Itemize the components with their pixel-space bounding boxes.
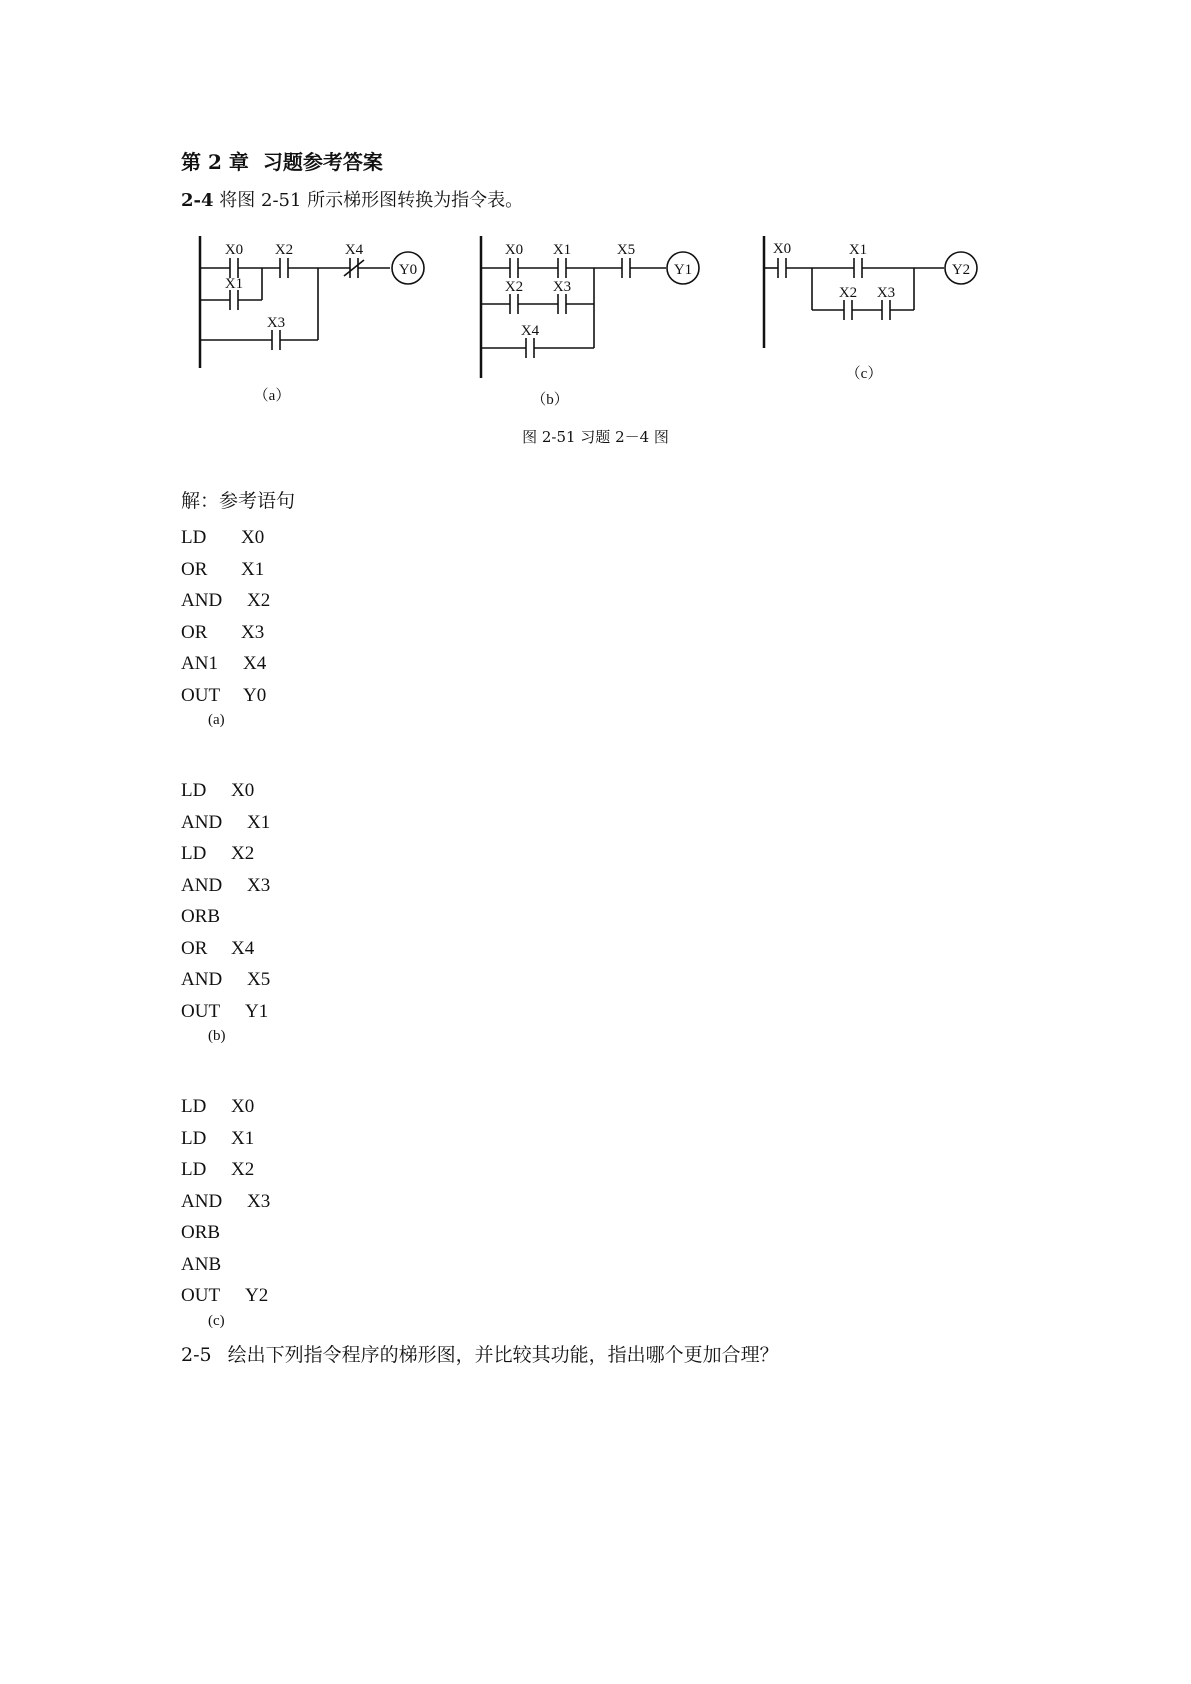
- contact-label: X2: [838, 285, 858, 301]
- contact-label: X2: [504, 279, 524, 295]
- question-2-5: [181, 1340, 779, 1367]
- instruction-line: [181, 775, 270, 807]
- opcode: OR: [181, 558, 208, 580]
- opcode: AND: [181, 811, 223, 833]
- instruction-line: [181, 933, 270, 965]
- instruction-line: [181, 1091, 270, 1123]
- operand: X2: [247, 590, 271, 611]
- ladder-diagrams-figure: [180, 236, 1000, 416]
- operand: X1: [241, 558, 265, 580]
- operand: X5: [247, 969, 271, 990]
- instruction-line: [181, 554, 270, 586]
- opcode: ORB: [181, 906, 221, 927]
- instruction-line: [181, 648, 270, 680]
- operand: X3: [241, 621, 265, 643]
- opcode: ANB: [181, 1253, 222, 1275]
- instruction-line: [181, 1280, 270, 1312]
- opcode: OR: [181, 621, 208, 643]
- instruction-line: [181, 964, 270, 996]
- operand: X3: [247, 874, 271, 896]
- contact-label: X1: [552, 242, 572, 258]
- question-text: 绘出下列指令程序的梯形图，并比较其功能，指出哪个更加合理？: [227, 1344, 779, 1366]
- opcode: AND: [181, 1190, 223, 1212]
- contact-label: X4: [520, 323, 540, 339]
- coil-label: Y0: [398, 262, 418, 278]
- ladder-diagram-b: [481, 236, 699, 408]
- instruction-line: [181, 1154, 270, 1186]
- solution-intro: 解：参考语句: [181, 490, 296, 512]
- instruction-line: [181, 996, 270, 1028]
- operand: Y2: [245, 1285, 269, 1306]
- opcode: LD: [181, 780, 207, 801]
- question-text: 将图 2-51 所示梯形图转换为指令表。: [219, 190, 524, 211]
- operand: X4: [243, 653, 267, 674]
- opcode: AND: [181, 874, 223, 896]
- instruction-line: [181, 901, 270, 933]
- operand: Y1: [245, 1000, 269, 1022]
- instruction-line: [181, 1249, 270, 1281]
- contact-label: X5: [616, 242, 636, 258]
- instruction-line: [181, 617, 270, 649]
- ladder-diagram-c: [764, 236, 977, 382]
- figure-caption: 图 2-51 习题 2－4 图: [522, 428, 669, 446]
- contact-label: X1: [224, 276, 244, 292]
- program-label: (a): [208, 712, 225, 728]
- opcode: LD: [181, 1159, 207, 1180]
- contact-label: X2: [274, 242, 294, 258]
- coil-label: Y1: [673, 262, 693, 278]
- opcode: AND: [181, 969, 223, 990]
- chapter-number: 第 2 章: [181, 150, 249, 174]
- operand: X0: [231, 1096, 255, 1117]
- chapter-title: 习题参考答案: [262, 150, 383, 174]
- contact-label: X0: [224, 242, 244, 258]
- opcode: AN1: [181, 653, 218, 674]
- contact-label: X3: [266, 315, 286, 331]
- question-2-4: [181, 186, 523, 212]
- instruction-line: [181, 838, 270, 870]
- instruction-line: [181, 680, 270, 712]
- instruction-line: [181, 1217, 270, 1249]
- instruction-line: [181, 807, 270, 839]
- instruction-list-b: [181, 775, 270, 1027]
- operand: X2: [231, 843, 255, 864]
- opcode: AND: [181, 590, 223, 611]
- instruction-line: [181, 1186, 270, 1218]
- contact-label: X4: [344, 242, 364, 258]
- coil-label: Y2: [951, 262, 971, 278]
- opcode: LD: [181, 843, 207, 864]
- contact-label: X0: [504, 242, 524, 258]
- operand: X3: [247, 1190, 271, 1212]
- instruction-list-c: [181, 1091, 270, 1312]
- opcode: LD: [181, 1127, 207, 1149]
- operand: X0: [231, 780, 255, 801]
- question-number: 2-5: [181, 1344, 212, 1366]
- question-number: 2-4: [181, 190, 214, 211]
- ladder-diagram-a: [200, 236, 424, 404]
- opcode: OUT: [181, 684, 221, 706]
- instruction-line: [181, 1123, 270, 1155]
- opcode: OUT: [181, 1285, 221, 1306]
- program-label: (b): [208, 1028, 226, 1044]
- operand: X0: [241, 527, 265, 548]
- operand: X2: [231, 1159, 255, 1180]
- operand: X1: [247, 811, 271, 833]
- diagram-label: （a）: [253, 388, 291, 404]
- operand: X4: [231, 937, 255, 959]
- chapter-heading: [181, 146, 383, 175]
- diagram-label: （c）: [845, 366, 883, 382]
- contact-label: X3: [876, 285, 896, 301]
- opcode: ORB: [181, 1222, 221, 1243]
- contact-label: X3: [552, 279, 572, 295]
- opcode: OUT: [181, 1000, 221, 1022]
- contact-label: X0: [772, 241, 792, 257]
- instruction-line: [181, 870, 270, 902]
- opcode: LD: [181, 527, 207, 548]
- instruction-list-a: [181, 522, 270, 711]
- diagram-label: （b）: [531, 392, 569, 408]
- instruction-line: [181, 585, 270, 617]
- opcode: OR: [181, 937, 208, 959]
- operand: X1: [231, 1127, 255, 1149]
- operand: Y0: [243, 684, 267, 706]
- instruction-line: [181, 522, 270, 554]
- opcode: LD: [181, 1096, 207, 1117]
- program-label: (c): [208, 1313, 225, 1329]
- contact-label: X1: [848, 242, 868, 258]
